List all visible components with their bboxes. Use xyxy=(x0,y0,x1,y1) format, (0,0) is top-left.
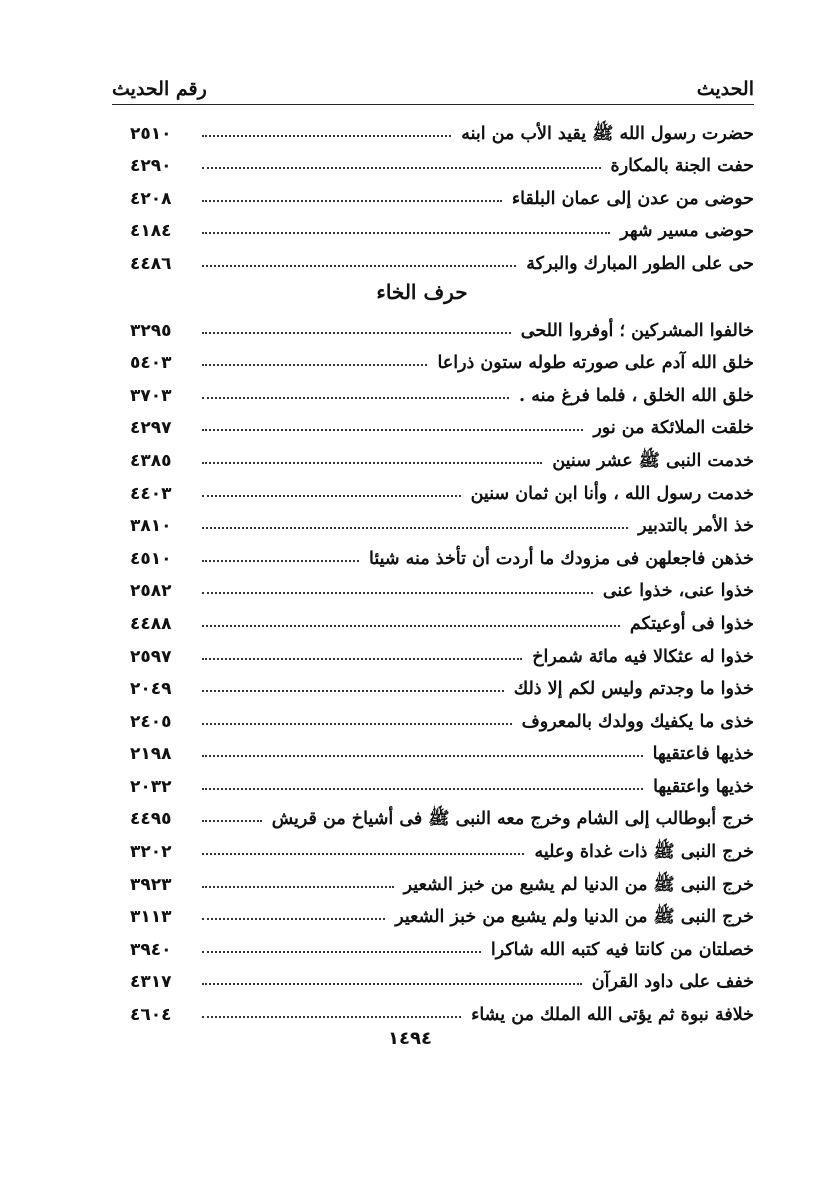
entry-number: ٤٤٠٣ xyxy=(130,483,172,504)
dot-leader xyxy=(202,231,610,234)
index-entry xyxy=(130,961,754,994)
dot-leader xyxy=(202,624,620,627)
index-entry xyxy=(130,210,754,243)
entry-number: ٢٠٤٩ xyxy=(130,679,172,700)
entry-number: ٣٢٠٢ xyxy=(130,842,172,863)
index-entry xyxy=(130,668,754,701)
entry-number: ٤٤٨٨ xyxy=(130,613,172,634)
index-list xyxy=(130,112,754,1026)
index-entry xyxy=(130,798,754,831)
index-entry xyxy=(130,733,754,766)
entry-text: خدمت النبى ﷺ عشر سنين xyxy=(552,450,754,471)
dot-leader xyxy=(202,134,451,137)
entry-text: خلق الله الخلق ، فلما فرغ منه . xyxy=(519,385,754,406)
index-entry xyxy=(130,242,754,275)
dot-leader xyxy=(202,982,582,985)
index-entry xyxy=(130,635,754,668)
dot-leader xyxy=(202,494,461,497)
dot-leader xyxy=(202,526,628,529)
entry-text: خذيها واعتقيها xyxy=(653,776,754,797)
entry-text: حضرت رسول الله ﷺ يقيد الأب من ابنه xyxy=(461,123,754,144)
index-entry xyxy=(130,145,754,178)
entry-number: ٤٢٠٨ xyxy=(130,188,172,209)
entry-text: خذوا ما وجدتم وليس لكم إلا ذلك xyxy=(513,679,754,700)
entry-number: ٢٥٨٢ xyxy=(130,581,172,602)
entry-number: ٢٥٩٧ xyxy=(130,646,172,667)
index-entry xyxy=(130,765,754,798)
entry-text: خذوا فى أوعيتكم xyxy=(629,613,754,634)
entry-number: ٤٣١٧ xyxy=(130,972,172,993)
dot-leader xyxy=(202,722,512,725)
dot-leader xyxy=(202,363,427,366)
entry-text: حى على الطور المبارك والبركة xyxy=(526,253,754,274)
dot-leader xyxy=(202,428,583,431)
index-entry xyxy=(130,537,754,570)
dot-leader xyxy=(202,885,394,888)
entry-number: ٤٢٩٠ xyxy=(130,156,172,177)
dot-leader xyxy=(202,166,601,169)
index-entry xyxy=(130,928,754,961)
entry-number: ٢٥١٠ xyxy=(130,123,172,144)
dot-leader xyxy=(202,199,502,202)
dot-leader xyxy=(202,819,262,822)
index-entry xyxy=(130,439,754,472)
entry-number: ٥٤٠٣ xyxy=(130,353,172,374)
dot-leader xyxy=(202,331,511,334)
entry-text: خصلتان من كانتا فيه كتبه الله شاكرا xyxy=(490,939,754,960)
dot-leader xyxy=(202,950,481,953)
entry-text: خرج النبى ﷺ من الدنيا ولم يشبع من خبز الشعير xyxy=(395,907,754,928)
entry-number: ٤٢٩٧ xyxy=(130,418,172,439)
entry-number: ٣٢٩٥ xyxy=(130,320,172,341)
index-entry xyxy=(130,342,754,375)
entry-number: ٢٠٣٢ xyxy=(130,776,172,797)
entry-number: ٤٤٩٥ xyxy=(130,809,172,830)
entry-text: خرج النبى ﷺ من الدنيا لم يشبع من خبز الشعير xyxy=(403,874,754,895)
entry-number: ٣٩٢٣ xyxy=(130,874,172,895)
entry-number: ٤٣٨٥ xyxy=(130,450,172,471)
section-heading xyxy=(130,275,754,309)
dot-leader xyxy=(202,1015,461,1018)
entry-text: خذوا له عثكالا فيه مائة شمراخ xyxy=(532,646,754,667)
index-entry xyxy=(130,602,754,635)
index-entry xyxy=(130,407,754,440)
entry-number: ٣٧٠٣ xyxy=(130,385,172,406)
index-entry xyxy=(130,112,754,145)
dot-leader xyxy=(202,461,542,464)
index-entry xyxy=(130,863,754,896)
dot-leader xyxy=(202,264,516,267)
section-title: حرف الخاء xyxy=(376,279,468,304)
index-entry xyxy=(130,177,754,210)
entry-number: ٣٩٤٠ xyxy=(130,939,172,960)
index-entry xyxy=(130,700,754,733)
header-hadith-number-label: رقم الحديث xyxy=(112,78,207,100)
entry-text: حوضى من عدن إلى عمان البلقاء xyxy=(511,188,754,209)
entry-text: خالفوا المشركين ؛ أوفروا اللحى xyxy=(520,320,754,341)
entry-text: حفت الجنة بالمكارة xyxy=(610,156,754,177)
entry-text: خلق الله آدم على صورته طوله ستون ذراعا xyxy=(437,353,754,374)
index-entry xyxy=(130,505,754,538)
entry-text: خذهن فاجعلهن فى مزودك ما أردت أن تأخذ منه شيئا xyxy=(369,548,754,569)
dot-leader xyxy=(202,754,643,757)
dot-leader xyxy=(202,917,385,920)
entry-text: حوضى مسير شهر xyxy=(620,221,754,242)
entry-number: ٤٥١٠ xyxy=(130,548,172,569)
entry-number: ٢٤٠٥ xyxy=(130,711,172,732)
entry-number: ٤١٨٤ xyxy=(130,221,172,242)
entry-text: خذوا عنى، خذوا عنى xyxy=(602,581,754,602)
entry-text: خرج أبوطالب إلى الشام وخرج معه النبى ﷺ فى أشياخ من قريش xyxy=(271,809,754,830)
entry-text: خرج النبى ﷺ ذات غداة وعليه xyxy=(534,842,754,863)
entry-number: ٣١١٣ xyxy=(130,907,172,928)
index-entry xyxy=(130,830,754,863)
index-entry xyxy=(130,896,754,929)
entry-text: خذ الأمر بالتدبير xyxy=(638,516,754,537)
entry-text: خفف على داود القرآن xyxy=(591,972,754,993)
dot-leader xyxy=(202,852,524,855)
dot-leader xyxy=(202,559,359,562)
dot-leader xyxy=(202,396,509,399)
page-header xyxy=(112,66,754,105)
dot-leader xyxy=(202,689,504,692)
page-number: ١٤٩٤ xyxy=(388,1028,432,1049)
index-entry xyxy=(130,570,754,603)
dot-leader xyxy=(202,657,522,660)
entry-text: خذيها فاعتقيها xyxy=(652,744,754,765)
entry-number: ٤٦٠٤ xyxy=(130,1005,172,1026)
entry-text: خلقت الملائكة من نور xyxy=(593,418,754,439)
index-entry xyxy=(130,993,754,1026)
index-entry xyxy=(130,472,754,505)
entry-number: ٣٨١٠ xyxy=(130,516,172,537)
index-entry xyxy=(130,374,754,407)
entry-text: خذى ما يكفيك وولدك بالمعروف xyxy=(521,711,754,732)
dot-leader xyxy=(202,591,593,594)
entry-text: خلافة نبوة ثم يؤتى الله الملك من يشاء xyxy=(471,1005,754,1026)
index-entry xyxy=(130,309,754,342)
entry-number: ٤٤٨٦ xyxy=(130,253,172,274)
header-hadith-label: الحديث xyxy=(696,78,754,100)
dot-leader xyxy=(202,787,643,790)
entry-number: ٢١٩٨ xyxy=(130,744,172,765)
entry-text: خدمت رسول الله ، وأنا ابن ثمان سنين xyxy=(470,483,754,504)
